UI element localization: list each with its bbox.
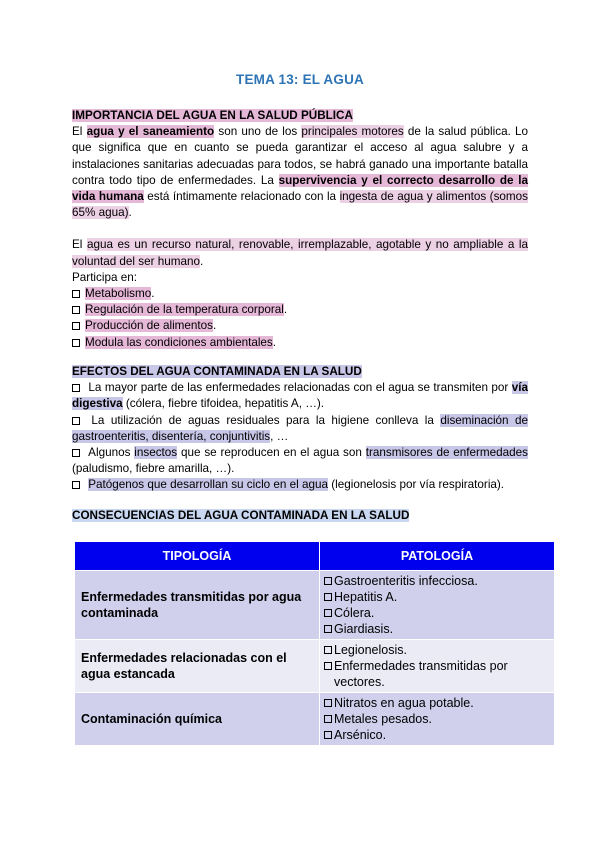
- list-item: Metabolismo.: [72, 286, 528, 302]
- section-heading-consecuencias: CONSECUENCIAS DEL AGUA CONTAMINADA EN LA SALUD: [72, 509, 410, 522]
- list-item: Algunos insectos que se reproducen en el agua son transmisores de enfermedades (paludismo, fiebre amarilla, …).: [72, 446, 529, 476]
- header-patologia: PATOLOGÍA: [320, 542, 555, 571]
- checkbox-bullet-icon: [324, 593, 332, 601]
- list-item: Enfermedades transmitidas por vectores.: [324, 658, 550, 690]
- section-efectos: [72, 364, 528, 494]
- section-heading-importancia: IMPORTANCIA DEL AGUA EN LA SALUD PÚBLICA: [72, 109, 353, 122]
- checkbox-bullet-icon: [324, 715, 332, 723]
- tipologia-cell: Enfermedades relacionadas con el agua estancada: [75, 640, 320, 693]
- list-item: Metales pesados.: [324, 711, 550, 727]
- list-item: Hepatitis A.: [324, 589, 550, 605]
- checkbox-bullet-icon: [72, 339, 80, 347]
- checkbox-bullet-icon: [324, 699, 332, 707]
- page-title: TEMA 13: EL AGUA: [236, 72, 364, 87]
- patologia-cell: [320, 571, 555, 640]
- paragraph-importancia: El agua y el saneamiento son uno de los principales motores de la salud pública. Lo que significa que en cuanto se pueda garantizar el acceso al agua salubre y a instalaciones sanitarias adecuadas para todos, se habrá ganado una importante batalla contra todo tipo de enfermedades. La supervivencia y el correcto desarrollo de la vida humana está íntimamente relacionado con la ingesta de agua y alimentos (somos 65% agua).: [72, 125, 529, 220]
- table-row: [75, 640, 555, 693]
- checkbox-bullet-icon: [72, 384, 80, 392]
- checkbox-bullet-icon: [324, 646, 332, 654]
- list-item: Gastroenteritis infecciosa.: [324, 573, 550, 589]
- header-tipologia: TIPOLOGÍA: [75, 542, 320, 571]
- list-item: Giardiasis.: [324, 621, 550, 637]
- checkbox-bullet-icon: [72, 481, 80, 489]
- section-heading-efectos: EFECTOS DEL AGUA CONTAMINADA EN LA SALUD: [72, 365, 362, 378]
- checkbox-bullet-icon: [324, 731, 332, 739]
- list-item: Producción de alimentos.: [72, 318, 528, 334]
- checkbox-bullet-icon: [72, 449, 80, 457]
- paragraph-recurso: El agua es un recurso natural, renovable, irremplazable, agotable y no ampliable a la voluntad del ser humano.: [72, 238, 528, 268]
- patologia-cell: [320, 640, 555, 693]
- table-header-row: [75, 542, 555, 571]
- checkbox-bullet-icon: [324, 577, 332, 585]
- checkbox-bullet-icon: [72, 290, 80, 298]
- checkbox-bullet-icon: [324, 662, 332, 670]
- list-item: Arsénico.: [324, 727, 550, 743]
- patologia-cell: [320, 693, 555, 746]
- section-consecuencias: [72, 508, 528, 524]
- checkbox-bullet-icon: [324, 609, 332, 617]
- section-importancia: [72, 108, 528, 351]
- table-row: [75, 693, 555, 746]
- checkbox-bullet-icon: [72, 322, 80, 330]
- list-item: Patógenos que desarrollan su ciclo en el agua (legionelosis por vía respiratoria).: [72, 477, 528, 493]
- participa-label: Participa en:: [72, 270, 137, 284]
- tipologia-cell: Enfermedades transmitidas por agua contaminada: [75, 571, 320, 640]
- tipologia-cell: Contaminación química: [75, 693, 320, 746]
- list-item: La mayor parte de las enfermedades relacionadas con el agua se transmiten por vía digestiva (cólera, fiebre tifoidea, hepatitis A, …).: [72, 381, 528, 411]
- list-item: La utilización de aguas residuales para la higiene conlleva la diseminación de gastroenteritis, disentería, conjuntivitis, …: [72, 413, 528, 443]
- checkbox-bullet-icon: [72, 306, 80, 314]
- checkbox-bullet-icon: [72, 417, 80, 425]
- list-item: Modula las condiciones ambientales.: [72, 335, 528, 351]
- list-item: Regulación de la temperatura corporal.: [72, 302, 528, 318]
- list-item: Cólera.: [324, 605, 550, 621]
- checkbox-bullet-icon: [324, 625, 332, 633]
- patologia-table: [74, 541, 555, 746]
- list-item: Legionelosis.: [324, 642, 550, 658]
- table-row: [75, 571, 555, 640]
- list-item: Nitratos en agua potable.: [324, 695, 550, 711]
